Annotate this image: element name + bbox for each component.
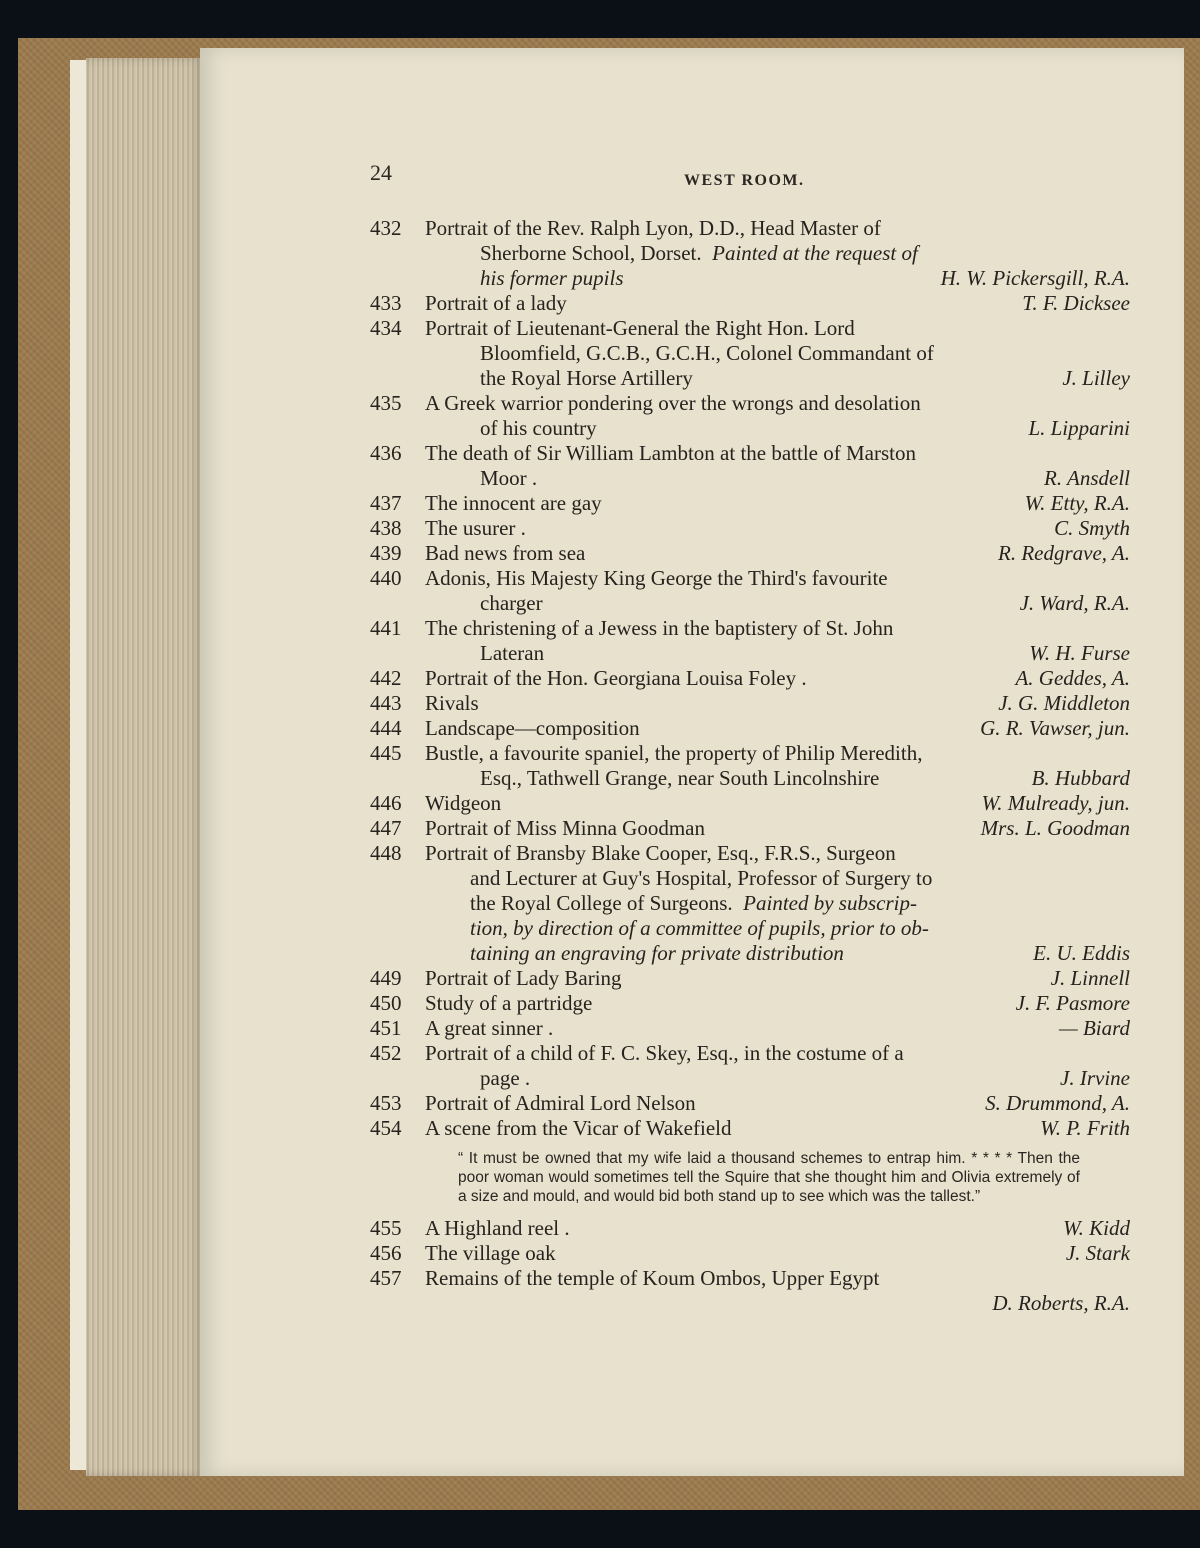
entry-number: 437: [370, 491, 402, 515]
page-number: 24: [370, 160, 392, 185]
entry-number: 454: [370, 1116, 402, 1140]
catalogue-entries: [370, 216, 1130, 1316]
entry-number: 449: [370, 966, 402, 990]
entry-number: 448: [370, 841, 402, 865]
entry-text: Adonis, His Majesty King George the Third's favourite: [425, 566, 888, 590]
artist-name: E. U. Eddis: [1033, 941, 1130, 965]
artist-name: J. Linnell: [1050, 966, 1130, 990]
entry-text: Lateran: [480, 641, 545, 665]
entry-text: A Highland reel .: [425, 1216, 570, 1240]
entry-448: [370, 841, 1130, 966]
artist-name: W. Etty, R.A.: [1024, 491, 1130, 515]
entry-text: The village oak: [425, 1241, 556, 1265]
entry-note: taining an engraving for private distribution: [470, 941, 844, 965]
entry-text: and Lecturer at Guy's Hospital, Professor of Surgery to: [470, 866, 933, 890]
artist-name: A. Geddes, A.: [1015, 666, 1130, 690]
entry-number: 443: [370, 691, 402, 715]
entry-text: the Royal Horse Artillery: [480, 366, 693, 390]
entry-number: 436: [370, 441, 402, 465]
artist-name: J. Irvine: [1060, 1066, 1130, 1090]
artist-name: G. R. Vawser, jun.: [980, 716, 1130, 740]
entry-text: Portrait of Bransby Blake Cooper, Esq., F.R.S., Surgeon: [425, 841, 896, 865]
artist-name: J. Lilley: [1062, 366, 1130, 390]
entry-number: 451: [370, 1016, 402, 1040]
entry-number: 444: [370, 716, 402, 740]
entry-text: of his country: [480, 416, 597, 440]
entry-number: 432: [370, 216, 402, 240]
entry-text: Bad news from sea: [425, 541, 586, 565]
entry-number: 441: [370, 616, 402, 640]
quotation: “ It must be owned that my wife laid a thousand schemes to entrap him. * * * * Then the poor woman would sometimes tell the Squire that she thought him and Olivia extremely of a size and mould, and would bid both stand up to see which was the tallest.”: [458, 1150, 1080, 1205]
entry-text: Portrait of Lieutenant-General the Right Hon. Lord: [425, 316, 855, 340]
artist-name: J. Ward, R.A.: [1019, 591, 1130, 615]
entry-445: [370, 741, 1130, 791]
entry-text: The christening of a Jewess in the baptistery of St. John: [425, 616, 894, 640]
entry-441: [370, 616, 1130, 666]
artist-name: — Biard: [1059, 1016, 1130, 1040]
entry-436: [370, 441, 1130, 491]
entry-text: Portrait of the Hon. Georgiana Louisa Foley .: [425, 666, 807, 690]
entry-text: Bloomfield, G.C.B., G.C.H., Colonel Commandant of: [480, 341, 934, 365]
artist-name: R. Redgrave, A.: [998, 541, 1130, 565]
artist-name: J. F. Pasmore: [1015, 991, 1130, 1015]
entry-text: Portrait of Miss Minna Goodman: [425, 816, 705, 840]
artist-name: W. Mulready, jun.: [981, 791, 1130, 815]
entry-text: Portrait of Admiral Lord Nelson: [425, 1091, 696, 1115]
entry-number: 446: [370, 791, 402, 815]
artist-name: L. Lipparini: [1028, 416, 1130, 440]
artist-name: J. G. Middleton: [998, 691, 1130, 715]
entry-number: 456: [370, 1241, 402, 1265]
entry-438: [370, 516, 1130, 541]
entry-number: 439: [370, 541, 402, 565]
entry-note: Painted at the request of: [712, 241, 918, 265]
entry-449: [370, 966, 1130, 991]
entry-number: 442: [370, 666, 402, 690]
entry-note: Painted by subscrip-: [743, 891, 917, 915]
entry-text: A scene from the Vicar of Wakefield: [425, 1116, 732, 1140]
entry-text: Portrait of Lady Baring: [425, 966, 622, 990]
entry-text: the Royal College of Surgeons.: [470, 891, 733, 915]
entry-451: [370, 1016, 1130, 1041]
entry-text: The innocent are gay: [425, 491, 602, 515]
entry-note: tion, by direction of a committee of pupils, prior to ob-: [470, 916, 929, 940]
entry-text: A Greek warrior pondering over the wrongs and desolation: [425, 391, 921, 415]
artist-name: B. Hubbard: [1031, 766, 1130, 790]
entry-text: Rivals: [425, 691, 479, 715]
entry-455: [370, 1216, 1130, 1241]
entry-text: Sherborne School, Dorset.: [480, 241, 702, 265]
entry-440: [370, 566, 1130, 616]
entry-454: [370, 1116, 1130, 1141]
artist-name: Mrs. L. Goodman: [980, 816, 1130, 840]
entry-439: [370, 541, 1130, 566]
entry-442: [370, 666, 1130, 691]
artist-name: T. F. Dicksee: [1022, 291, 1130, 315]
entry-text: page .: [480, 1066, 531, 1090]
artist-name: S. Drummond, A.: [985, 1091, 1130, 1115]
artist-name: R. Ansdell: [1044, 466, 1130, 490]
page-gutter: [70, 60, 86, 1470]
entry-435: [370, 391, 1130, 441]
entry-text: The usurer .: [425, 516, 526, 540]
entry-437: [370, 491, 1130, 516]
entry-number: 452: [370, 1041, 402, 1065]
entry-text: Study of a partridge: [425, 991, 593, 1015]
entry-446: [370, 791, 1130, 816]
entry-number: 440: [370, 566, 402, 590]
entry-443: [370, 691, 1130, 716]
entry-text: Bustle, a favourite spaniel, the property of Philip Meredith,: [425, 741, 923, 765]
entry-text: A great sinner .: [425, 1016, 554, 1040]
entry-number: 455: [370, 1216, 402, 1240]
entry-number: 447: [370, 816, 402, 840]
artist-name: W. P. Frith: [1040, 1116, 1130, 1140]
entry-text: Landscape—composition: [425, 716, 640, 740]
entry-text: Portrait of a child of F. C. Skey, Esq., in the costume of a: [425, 1041, 904, 1065]
entry-text: charger: [480, 591, 543, 615]
entry-text: Moor .: [480, 466, 538, 490]
entry-text: Remains of the temple of Koum Ombos, Upper Egypt: [425, 1266, 880, 1290]
entry-text: Esq., Tathwell Grange, near South Lincolnshire: [480, 766, 880, 790]
entry-450: [370, 991, 1130, 1016]
entry-text: The death of Sir William Lambton at the battle of Marston: [425, 441, 916, 465]
artist-name: H. W. Pickersgill, R.A.: [940, 266, 1130, 290]
entry-number: 445: [370, 741, 402, 765]
entry-note: his former pupils: [480, 266, 624, 290]
entry-number: 457: [370, 1266, 402, 1290]
entry-456: [370, 1241, 1130, 1266]
page-edges: [86, 58, 204, 1476]
entry-number: 438: [370, 516, 402, 540]
entry-number: 435: [370, 391, 402, 415]
entry-432: [370, 216, 1130, 291]
entry-444: [370, 716, 1130, 741]
artist-name: J. Stark: [1065, 1241, 1130, 1265]
entry-number: 453: [370, 1091, 402, 1115]
page-title: WEST ROOM.: [684, 172, 805, 189]
entry-number: 433: [370, 291, 402, 315]
entry-447: [370, 816, 1130, 841]
artist-name: D. Roberts, R.A.: [992, 1291, 1130, 1315]
artist-name: W. H. Furse: [1029, 641, 1130, 665]
entry-457: [370, 1266, 1130, 1315]
entry-433: [370, 291, 1130, 316]
entry-text: Widgeon: [425, 791, 502, 815]
entry-text: Portrait of the Rev. Ralph Lyon, D.D., Head Master of: [425, 216, 881, 240]
artist-name: W. Kidd: [1063, 1216, 1130, 1240]
entry-434: [370, 316, 1130, 391]
entry-number: 434: [370, 316, 402, 340]
entry-453: [370, 1091, 1130, 1116]
entry-text: Portrait of a lady: [425, 291, 567, 315]
artist-name: C. Smyth: [1054, 516, 1130, 540]
entry-452: [370, 1041, 1130, 1091]
entry-number: 450: [370, 991, 402, 1015]
